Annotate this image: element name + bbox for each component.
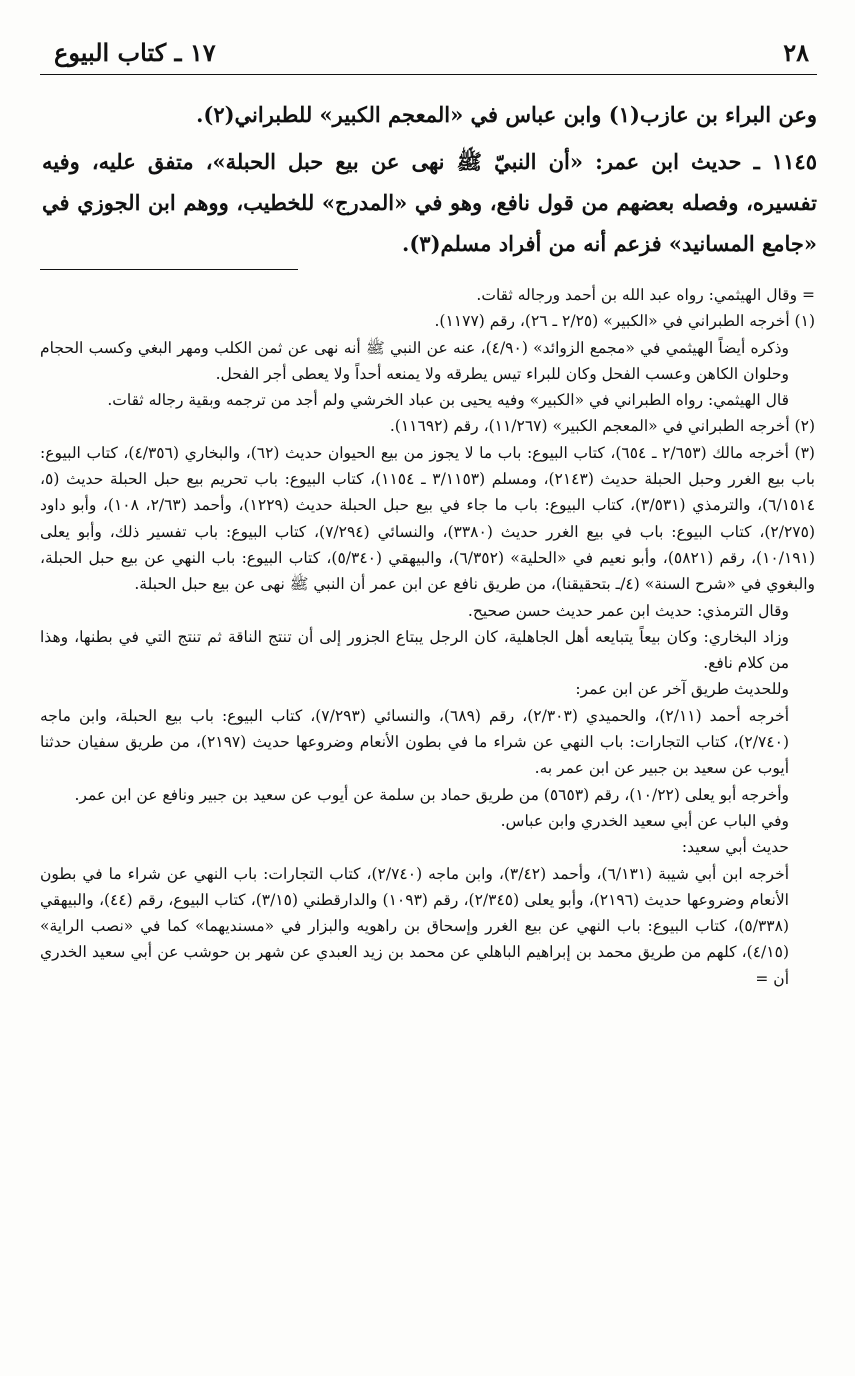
page-number: ٢٨ [783,38,809,67]
footnote-paragraph: وللحديث طريق آخر عن ابن عمر: [575,680,789,699]
footnote-paragraph: وفي الباب عن أبي سعيد الخدري وابن عباس. [500,811,789,830]
footnote: (٢) أخرجه الطبراني في «المعجم الكبير» (١١/٢٦٧)، رقم (١١٦٩٢). [389,417,815,436]
footnote-paragraph: أخرجه أحمد (٢/١١)، والحميدي (٢/٣٠٣)، رقم (٦٨٩)، والنسائي (٧/٢٩٣)، كتاب البيوع: باب بيع الحبلة، وابن ماجه (٢/٧٤٠)، كتاب التجارات: باب النهي عن شراء ما في بطون الأنعام وضروعها حديث (٢١٩٧)، من طريق سفيان حدثنا أيوب عن سعيد بن جبير عن ابن عمر به. [40,706,789,778]
footnote-paragraph: وزاد البخاري: وكان بيعاً يتبايعه أهل الجاهلية، كان الرجل يبتاع الجزور إلى أن تنتج الناقة ثم تنتج التي في بطنها، وهذا من كلام نافع. [40,627,789,673]
footnote: (٣) أخرجه مالك (٢/٦٥٣ ـ ٦٥٤)، كتاب البيوع: باب ما لا يجوز من بيع الحيوان حديث (٦٢)، والبخاري (٤/٣٥٦)، كتاب البيوع: باب بيع الغرر وحبل الحبلة حديث (٢١٤٣)، ومسلم (٣/١١٥٣ ـ ١١٥٤)، كتاب البيوع: باب تحريم بيع حبل الحبلة حديث (٥، ٦/١٥١٤)، والترمذي (٣/٥٣١)، كتاب البيوع: باب ما جاء في بيع حبل الحبلة حديث (١٢٢٩)، وأحمد (٢/٦٣، ١٠٨)، وأبو داود (٢/٢٧٥)، كتاب البيوع: باب في بيع الغرر حديث (٣٣٨٠)، والنسائي (٧/٢٩٤)، كتاب البيوع: باب تفسير ذلك، وأبو يعلى (١٠/١٩١)، رقم (٥٨٢١)، وأبو نعيم في «الحلية» (٦/٣٥٢)، والبيهقي (٥/٣٤٠)، كتاب البيوع: باب النهي عن بيع حبل الحبلة، والبغوي في «شرح السنة» (٤/ـ بتحقيقنا)، من طريق نافع عن ابن عمر أن النبي ﷺ نهى عن بيع حبل الحبلة. [40,443,816,594]
footnotes [40,282,815,992]
running-title: ١٧ ـ كتاب البيوع [54,38,216,67]
footnote-paragraph: وذكره أيضاً الهيثمي في «مجمع الزوائد» (٤/٩٠)، عنه عن النبي ﷺ أنه نهى عن ثمن الكلب ومهر البغي وكسب الحجام وحلوان الكاهن وعسب الفحل وكان للبراء تيس يطرقه ولا يمنعه أحداً ولا يعطى أجر الفحل. [40,338,789,383]
footnote-paragraph: وأخرجه أبو يعلى (١٠/٢٢)، رقم (٥٦٥٣) من طريق حماد بن سلمة عن أيوب عن سعيد بن جبير ونافع عن ابن عمر. [74,785,789,804]
page-header [40,28,817,75]
hadith-paragraph: ١١٤٥ ـ حديث ابن عمر: «أن النبيّ ﷺ نهى عن بيع حبل الحبلة»، متفق عليه، وفيه تفسيره، وفصله بعضهم من قول نافع، وهو في «المدرج» للخطيب، ووهم ابن الجوزي في «جامع المسانيد» فزعم أنه من أفراد مسلم(٣). [42,149,817,256]
footnote-paragraph: وقال الترمذي: حديث ابن عمر حديث حسن صحيح. [467,601,789,620]
main-paragraph: وعن البراء بن عازب(١) وابن عباس في «المعجم الكبير» للطبراني(٢). [196,102,817,127]
footnote-continuation: = وقال الهيثمي: رواه عبد الله بن أحمد ورجاله ثقات. [476,286,815,304]
main-text [42,94,817,270]
footnote-paragraph: أخرجه ابن أبي شيبة (٦/١٣١)، وأحمد (٣/٤٢)، وابن ماجه (٢/٧٤٠)، كتاب التجارات: باب النهي عن شراء ما في بطون الأنعام وضروعها حديث (٢١٩٦)، وأبو يعلى (٢/٣٤٥)، رقم (١٠٩٣) والدارقطني (٣/١٥)، كتاب البيوع، رقم (٤٤)، والبيهقي (٥/٣٣٨)، كتاب البيوع: باب النهي عن بيع الغرر وإسحاق بن راهويه والبزار في «مسنديهما» كما في «نصب الراية» (٤/١٥)، كلهم من طريق محمد بن إبراهيم الباهلي عن محمد بن زيد العبدي عن شهر بن حوشب عن أبي سعيد الخدري أن = [40,864,790,988]
footnote-paragraph: قال الهيثمي: رواه الطبراني في «الكبير» وفيه يحيى بن عباد الخرشي ولم أجد من ترجمه وبقية رجاله ثقات. [107,391,789,410]
footnote-paragraph: حديث أبي سعيد: [681,838,789,857]
footnote: (١) أخرجه الطبراني في «الكبير» (٢/٢٥ ـ ٢٦)، رقم (١١٧٧). [434,312,815,331]
footnote-separator [40,269,298,270]
